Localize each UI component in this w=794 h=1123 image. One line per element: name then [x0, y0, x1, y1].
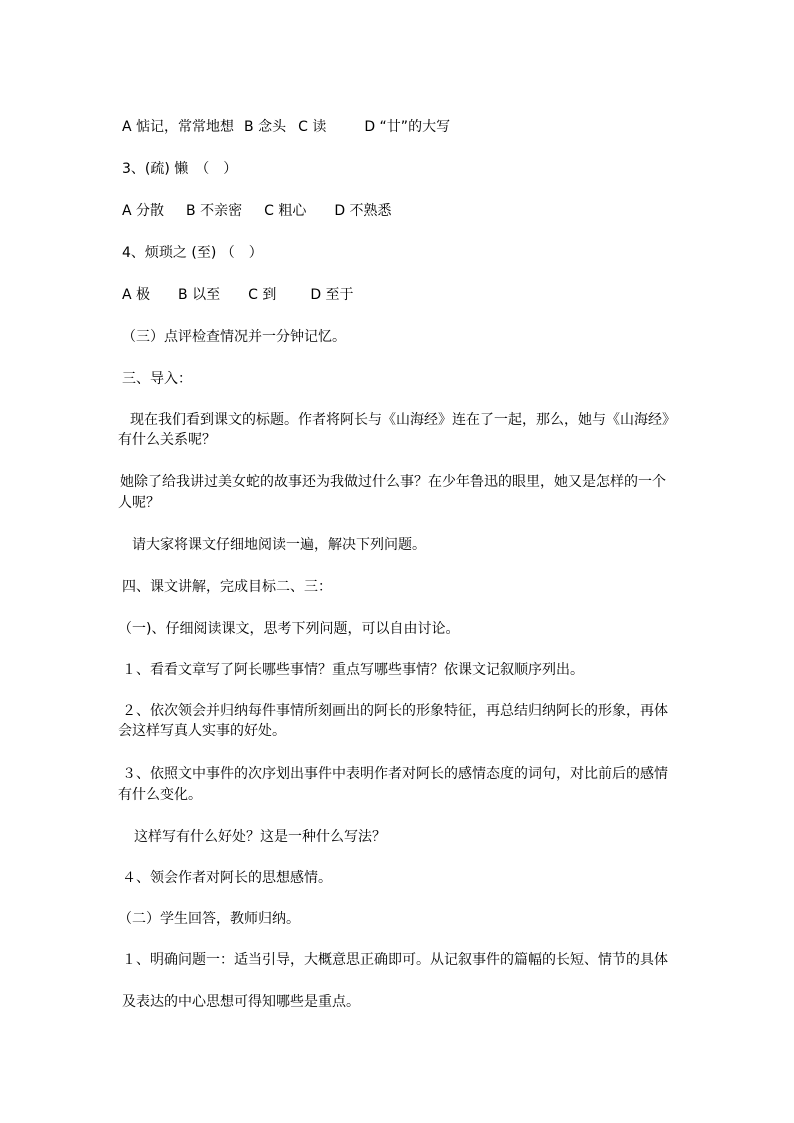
section-3-heading: 三、导入：: [122, 371, 192, 387]
q3-options-row: [122, 201, 392, 221]
section-3-p3: 请大家将课文仔细地阅读一遍，解决下列问题。: [132, 537, 426, 553]
section-4-sub1: （一)、仔细阅读课文，思考下列问题，可以自由讨论。: [118, 621, 460, 637]
section-4-item2-line2: 会这样写真人实事的好处。: [118, 723, 286, 739]
section-4-answer1-line1: １、明确问题一：适当引导，大概意思正确即可。从记叙事件的篇幅的长短、情节的具体: [122, 952, 668, 968]
section-3-p2-line2: 人呢？: [118, 495, 160, 511]
section-4-item4: ４、领会作者对阿长的思想感情。: [122, 870, 332, 886]
q3-option-c: C 粗心: [264, 203, 307, 219]
section-4-item3-line1: ３、依照文中事件的次序划出事件中表明作者对阿长的感情态度的词句，对比前后的感情: [122, 766, 668, 782]
section-4-item3-line3: 这样写有什么好处？这是一种什么写法？: [134, 829, 386, 845]
q4-option-c: C 到: [248, 287, 277, 303]
q2-option-a: A 惦记，常常地想: [122, 119, 235, 135]
q3-option-d: D 不熟悉: [334, 203, 392, 219]
section-4-item2-line1: ２、依次领会并归纳每件事情所刻画出的阿长的形象特征，再总结归纳阿长的形象，再体: [122, 703, 668, 719]
section-3-p1-line2: 有什么关系呢？: [118, 432, 216, 448]
q2-option-c: C 读: [298, 119, 327, 135]
q3-option-b: B 不亲密: [186, 203, 243, 219]
q4-option-b: B 以至: [178, 287, 221, 303]
q4-option-d: D 至于: [310, 287, 354, 303]
section-3-p1-line1: 现在我们看到课文的标题。作者将阿长与《山海经》连在了一起，那么，她与《山海经》: [130, 412, 676, 428]
q2-option-b: B 念头: [244, 119, 287, 135]
section-3-p2-line1: 她除了给我讲过美女蛇的故事还为我做过什么事？在少年鲁迅的眼里，她又是怎样的一个: [120, 474, 666, 490]
section-4-item1: １、看看文章写了阿长哪些事情？重点写哪些事情？依课文记叙顺序列出。: [122, 662, 584, 678]
q2-options-row: [122, 117, 450, 137]
q4-option-a: A 极: [122, 287, 151, 303]
section-4-item3-line2: 有什么变化。: [118, 787, 202, 803]
q3-option-a: A 分散: [122, 203, 165, 219]
section-4-answer1-line2: 及表达的中心思想可得知哪些是重点。: [122, 994, 360, 1010]
section-4-heading: 四、课文讲解，完成目标二、三：: [122, 579, 332, 595]
q3-stem: 3、(疏) 懒 （ ）: [122, 161, 238, 177]
q4-options-row: [122, 285, 354, 305]
q4-stem: 4、烦琐之 (至) （ ）: [122, 245, 263, 261]
step-3-text: （三）点评检查情况并一分钟记忆。: [122, 329, 346, 345]
q2-option-d: D “廿”的大写: [364, 119, 451, 135]
section-4-sub2: （二）学生回答，教师归纳。: [118, 911, 300, 927]
